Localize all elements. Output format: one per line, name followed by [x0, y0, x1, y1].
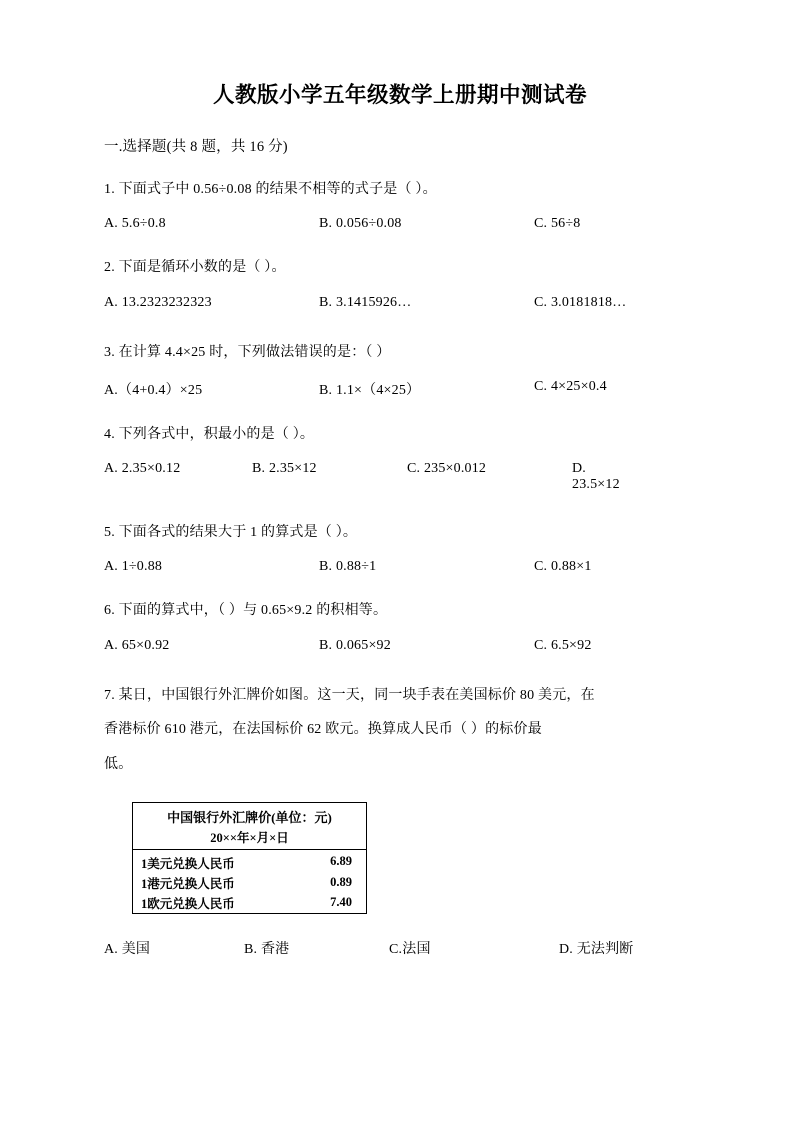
option-b[interactable]: B. 0.88÷1: [319, 559, 377, 575]
rate-value: 6.89: [330, 853, 352, 868]
question-3-stem: 3. 在计算 4.4×25 时，下列做法错误的是：（ ）: [104, 344, 391, 360]
question-7-options: [104, 938, 696, 958]
section-heading: 一.选择题(共 8 题，共 16 分): [104, 139, 288, 155]
rate-table-subtitle: 20××年×月×日: [133, 827, 367, 850]
option-b[interactable]: B. 2.35×12: [252, 461, 317, 477]
rate-table-title: 中国银行外汇牌价(单位：元): [167, 809, 332, 825]
exchange-rate-figure: [132, 802, 696, 914]
option-a[interactable]: A. 5.6÷0.8: [104, 216, 166, 232]
option-c[interactable]: C. 56÷8: [534, 216, 581, 232]
option-b[interactable]: B. 1.1×（4×25）: [319, 382, 421, 398]
option-a[interactable]: A. 美国: [104, 941, 151, 957]
option-a[interactable]: A. 65×0.92: [104, 637, 170, 653]
rate-value: 7.40: [330, 895, 352, 910]
option-a[interactable]: A. 13.2323232323: [104, 294, 212, 310]
question-4-options: [104, 461, 696, 493]
option-d[interactable]: D. 23.5×12: [572, 461, 620, 493]
question-6-options: [104, 638, 696, 654]
rate-label: 1欧元兑换人民币: [141, 896, 235, 911]
option-c[interactable]: C. 6.5×92: [534, 637, 592, 653]
option-c[interactable]: C. 4×25×0.4: [534, 378, 607, 394]
option-b[interactable]: B. 香港: [244, 941, 290, 957]
question-7-stem-line-2: 香港标价 610 港元，在法国标价 62 欧元。换算成人民币（ ）的标价最: [104, 722, 542, 738]
table-row: [133, 849, 367, 873]
question-2-options: [104, 295, 696, 311]
rate-label: 1美元兑换人民币: [141, 856, 235, 871]
table-row: [133, 873, 367, 893]
question-1-options: [104, 216, 696, 232]
question-5-stem: 5. 下面各式的结果大于 1 的算式是（ ）。: [104, 525, 358, 541]
question-6-stem: 6. 下面的算式中，（ ）与 0.65×9.2 的积相等。: [104, 603, 388, 619]
rate-label: 1港元兑换人民币: [141, 876, 235, 891]
option-d[interactable]: D. 无法判断: [559, 941, 634, 957]
question-7-stem-line-1: 7. 某日，中国银行外汇牌价如图。这一天，同一块手表在美国标价 80 美元，在: [104, 687, 595, 703]
question-7-stem-line-3: 低。: [104, 757, 133, 773]
option-c[interactable]: C. 3.0181818…: [534, 294, 627, 310]
option-c[interactable]: C.法国: [389, 941, 431, 957]
option-a[interactable]: A.（4+0.4）×25: [104, 382, 203, 398]
exchange-rate-table: [132, 802, 367, 914]
table-row: [133, 893, 367, 914]
question-5-options: [104, 559, 696, 575]
option-b[interactable]: B. 3.1415926…: [319, 294, 412, 310]
option-a[interactable]: A. 2.35×0.12: [104, 461, 181, 477]
question-2-stem: 2. 下面是循环小数的是（ ）。: [104, 260, 286, 276]
rate-value: 0.89: [330, 875, 352, 890]
question-3-options: [104, 379, 696, 399]
option-b[interactable]: B. 0.065×92: [319, 637, 391, 653]
option-b[interactable]: B. 0.056÷0.08: [319, 216, 402, 232]
option-c[interactable]: C. 235×0.012: [407, 461, 487, 477]
option-a[interactable]: A. 1÷0.88: [104, 559, 163, 575]
question-4-stem: 4. 下列各式中，积最小的是（ ）。: [104, 426, 315, 442]
question-1-stem: 1. 下面式子中 0.56÷0.08 的结果不相等的式子是（ ）。: [104, 182, 437, 197]
page-title: 人教版小学五年级数学上册期中测试卷: [212, 83, 587, 107]
option-c[interactable]: C. 0.88×1: [534, 559, 592, 575]
